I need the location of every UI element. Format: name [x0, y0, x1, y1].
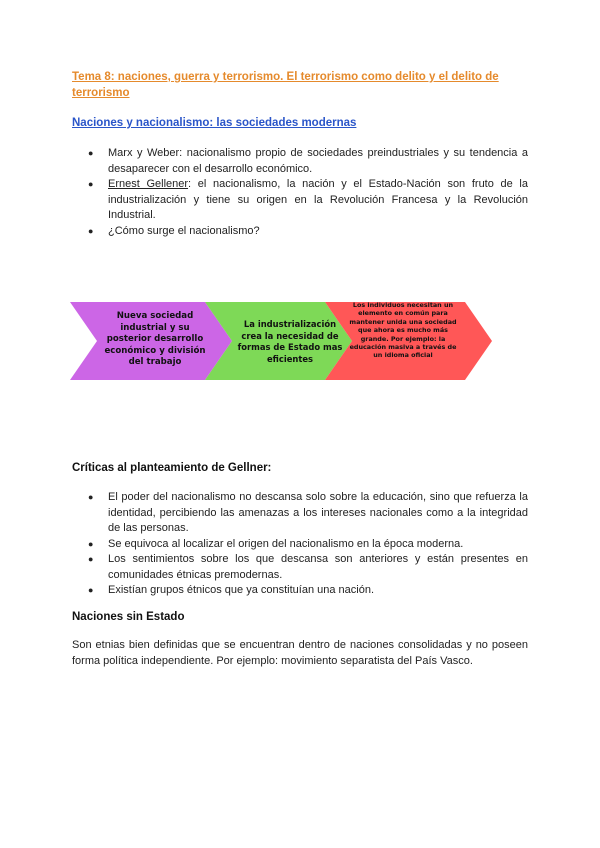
bullet-icon: ● — [88, 538, 94, 549]
section-heading-naciones[interactable]: Naciones y nacionalismo: las sociedades modernas — [72, 117, 357, 129]
paragraph-naciones-sin-estado: Son etnias bien definidas que se encuentran dentro de naciones consolidadas y no poseen forma política independiente. Por ejemplo: movimiento separatista del País Vasco. — [72, 639, 528, 667]
list-item: ● Ernest Gellener: el nacionalismo, la nación y el Estado-Nación son fruto de la industrialización y tiene su origen en la Revolución Francesa y la Revolución Industrial. — [88, 178, 528, 221]
chevron-step-1-text: Nueva sociedad industrial y su posterior desarrollo económico y división del trabajo — [104, 311, 206, 367]
chevron-step-3-text: Los individuos necesitan un elemento en común para mantener unida una sociedad que ahora es mucho más grande. Por ejemplo: la educación masiva a través de un idioma oficial — [349, 301, 457, 360]
chevron-step-2-text: La industrialización crea la necesidad de formas de Estado mas eficientes — [237, 319, 343, 364]
list-item: ● Se equivoca al localizar el origen del nacionalismo en la época moderna. — [72, 537, 528, 553]
section-heading-criticas: Críticas al planteamiento de Gellner: — [72, 462, 272, 474]
bullet-icon: ● — [88, 148, 94, 158]
list-item: ● Los sentimientos sobre los que descansa son anteriores y están presentes en comunidades étnicas premodernas. — [88, 553, 528, 581]
bullet-icon: ● — [88, 179, 94, 189]
bullet-icon: ● — [88, 585, 94, 595]
document-title: Tema 8: naciones, guerra y terrorismo. El terrorismo como delito y el delito de terrorismo — [72, 71, 499, 99]
bullet-icon: ● — [88, 554, 94, 564]
bullet-list-gellner-intro — [72, 146, 528, 239]
bullet-icon: ● — [88, 492, 94, 502]
list-item: ● ¿Cómo surge el nacionalismo? — [72, 224, 528, 240]
bullet-icon: ● — [88, 225, 94, 236]
list-item: ● Marx y Weber: nacionalismo propio de sociedades preindustriales y su tendencia a desaparecer con el desarrollo económico. — [88, 147, 528, 175]
bullet-list-criticas — [72, 490, 528, 599]
list-item: ● El poder del nacionalismo no descansa solo sobre la educación, sino que refuerza la identidad, percibiendo las amenazas a los intereses nacionales como a la integridad de las personas. — [88, 491, 528, 534]
list-item: ● Existían grupos étnicos que ya constituían una nación. — [72, 583, 528, 599]
gellner-link[interactable]: Ernest Gellener — [108, 178, 189, 190]
section-heading-naciones-sin-estado: Naciones sin Estado — [72, 611, 185, 623]
process-diagram — [70, 300, 494, 387]
